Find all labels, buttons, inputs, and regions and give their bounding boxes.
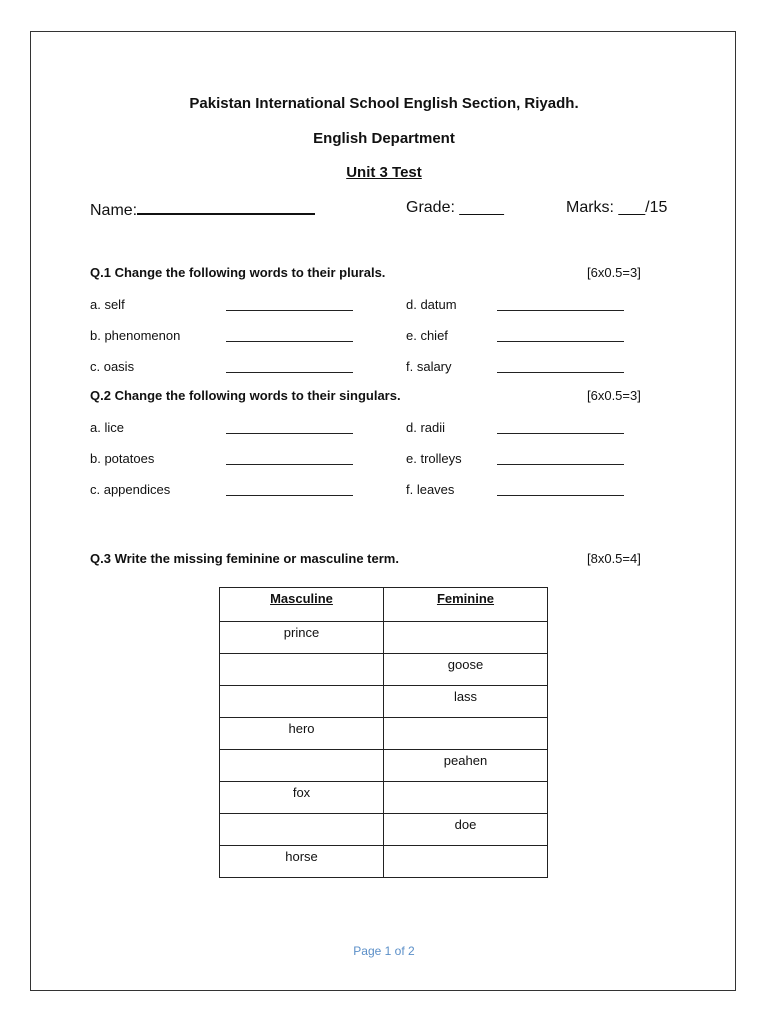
- q3-title: Q.3 Write the missing feminine or masculine term.: [90, 551, 399, 566]
- feminine-header: Feminine: [384, 588, 548, 622]
- q1-word-a: a. self: [90, 297, 125, 312]
- table-row: [220, 814, 548, 846]
- masculine-cell: [220, 814, 384, 846]
- q2-word-a: a. lice: [90, 420, 124, 435]
- q1-word-e: e. chief: [406, 328, 448, 343]
- table-row: [220, 750, 548, 782]
- gender-table: [219, 587, 548, 878]
- feminine-cell: [384, 718, 548, 750]
- name-blank: [137, 199, 315, 215]
- q2-word-d: d. radii: [406, 420, 446, 435]
- table-header-row: [220, 588, 548, 622]
- q1-word-d: d. datum: [406, 297, 457, 312]
- q1-word-f: f. salary: [406, 359, 452, 374]
- q1-blank-d: [497, 310, 624, 311]
- q2-blank-b: [226, 464, 353, 465]
- q1-title: Q.1 Change the following words to their plurals.: [90, 265, 386, 280]
- q2-blank-e: [497, 464, 624, 465]
- name-label: Name:: [90, 202, 138, 219]
- table-row: [220, 718, 548, 750]
- masculine-cell: horse: [220, 846, 384, 878]
- department-title: English Department: [313, 130, 455, 147]
- masculine-cell: prince: [220, 622, 384, 654]
- q2-blank-c: [226, 495, 353, 496]
- feminine-cell: peahen: [384, 750, 548, 782]
- q1-blank-f: [497, 372, 624, 373]
- name-field: [90, 199, 315, 220]
- grade-label: Grade: _____: [406, 199, 504, 216]
- masculine-cell: [220, 750, 384, 782]
- feminine-cell: [384, 782, 548, 814]
- q1-word-b: b. phenomenon: [90, 328, 181, 343]
- table-row: [220, 686, 548, 718]
- q2-word-e: e. trolleys: [406, 451, 462, 466]
- q1-blank-b: [226, 341, 353, 342]
- q1-blank-e: [497, 341, 624, 342]
- q2-blank-f: [497, 495, 624, 496]
- q2-word-b: b. potatoes: [90, 451, 155, 466]
- page-number: Page 1 of 2: [353, 944, 415, 958]
- masculine-header: Masculine: [220, 588, 384, 622]
- feminine-cell: [384, 622, 548, 654]
- q2-blank-a: [226, 433, 353, 434]
- masculine-cell: hero: [220, 718, 384, 750]
- table-row: [220, 622, 548, 654]
- school-name: Pakistan International School English Section, Riyadh.: [189, 95, 579, 112]
- table-row: [220, 782, 548, 814]
- q1-marks: [6x0.5=3]: [587, 265, 641, 280]
- q3-marks: [8x0.5=4]: [587, 551, 641, 566]
- feminine-cell: doe: [384, 814, 548, 846]
- marks-label: Marks: ___/15: [566, 199, 668, 216]
- feminine-cell: [384, 846, 548, 878]
- feminine-cell: goose: [384, 654, 548, 686]
- table-row: [220, 654, 548, 686]
- q1-word-c: c. oasis: [90, 359, 135, 374]
- q1-blank-c: [226, 372, 353, 373]
- q2-word-f: f. leaves: [406, 482, 455, 497]
- table-row: [220, 846, 548, 878]
- masculine-cell: [220, 686, 384, 718]
- q1-blank-a: [226, 310, 353, 311]
- masculine-cell: [220, 654, 384, 686]
- feminine-cell: lass: [384, 686, 548, 718]
- test-title: Unit 3 Test: [346, 164, 422, 181]
- q2-word-c: c. appendices: [90, 482, 171, 497]
- masculine-cell: fox: [220, 782, 384, 814]
- q2-blank-d: [497, 433, 624, 434]
- q2-marks: [6x0.5=3]: [587, 388, 641, 403]
- q2-title: Q.2 Change the following words to their singulars.: [90, 388, 401, 403]
